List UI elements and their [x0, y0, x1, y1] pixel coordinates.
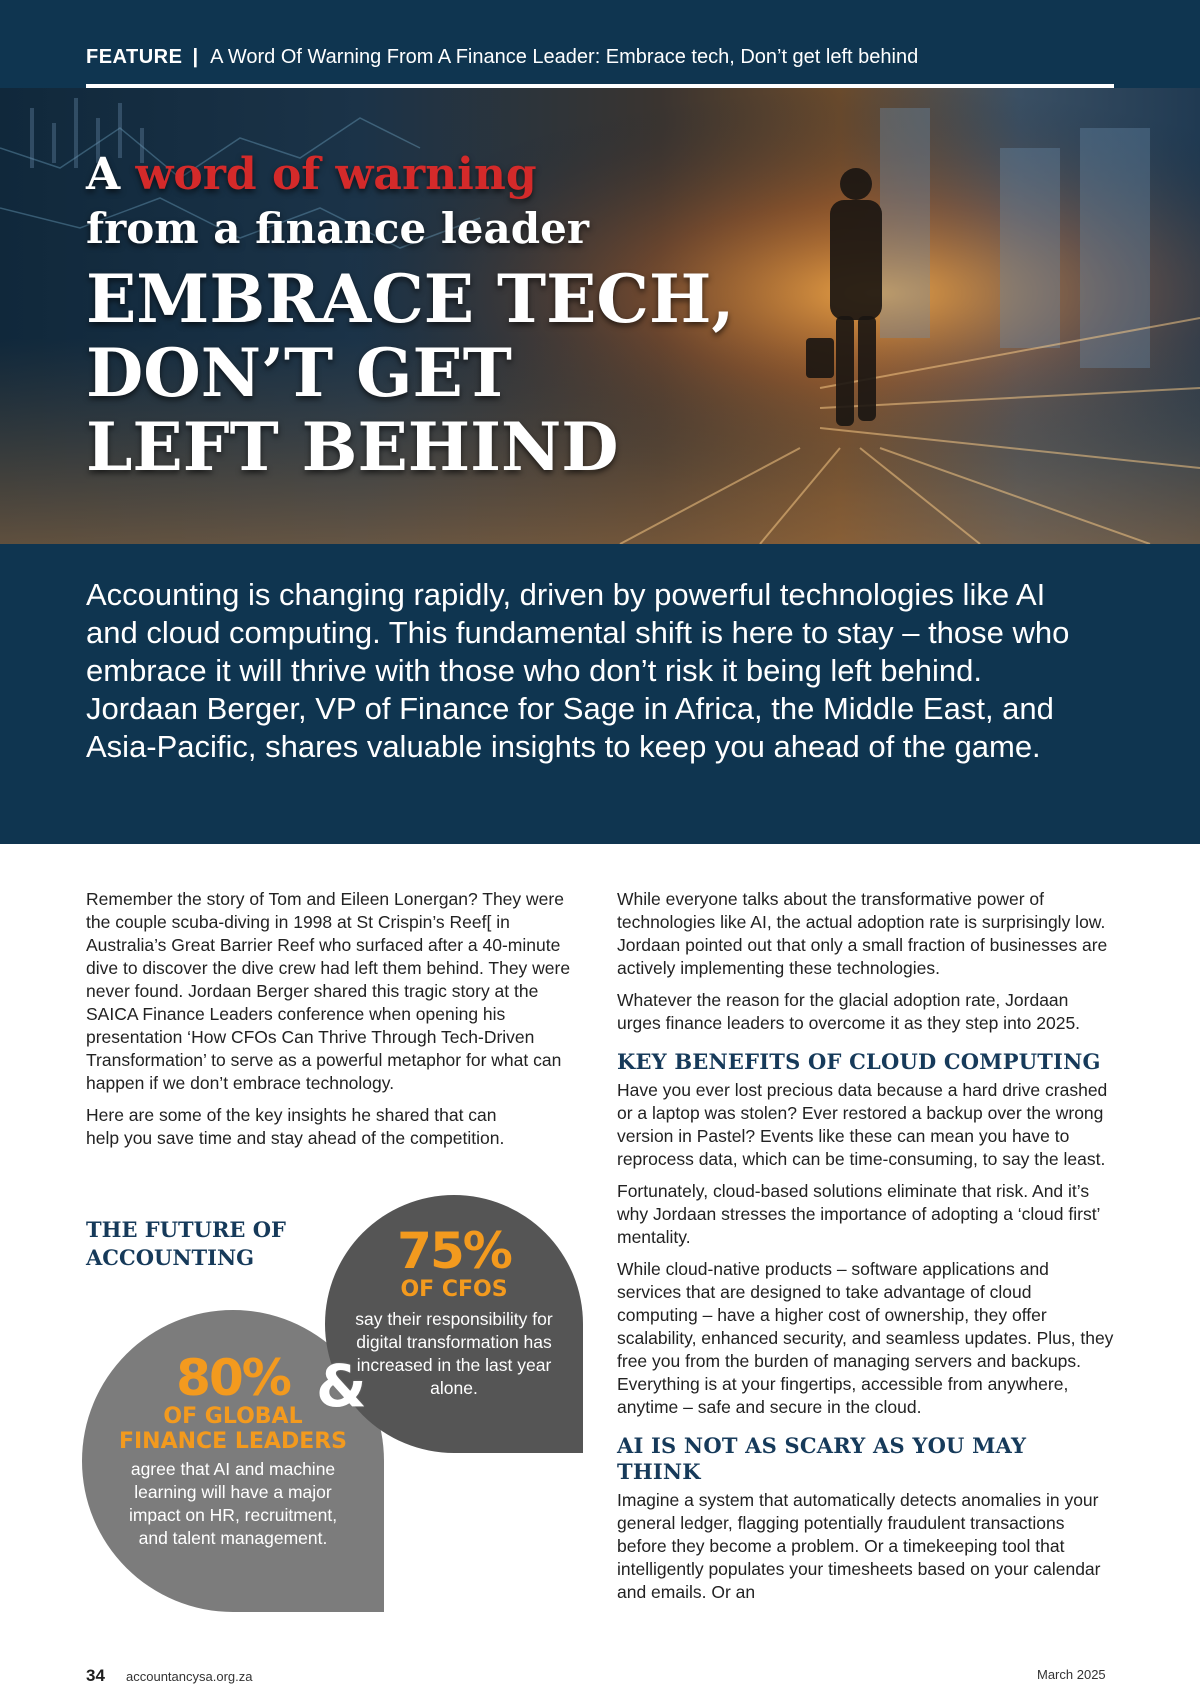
- header-separator: |: [192, 46, 199, 68]
- section-heading: AI IS NOT AS SCARY AS YOU MAY THINK: [617, 1433, 1027, 1484]
- hero-title: [86, 148, 734, 484]
- title-highlight: word of warning: [135, 149, 537, 200]
- running-header: [86, 46, 918, 69]
- headline: [86, 262, 734, 484]
- body-paragraph: While everyone talks about the transformative power of technologies like AI, the actual adoption rate is surprisingly low. Jordaan pointed out that only a small fraction of businesses are actively implementing these technologies.: [617, 889, 1108, 978]
- hero-image: [0, 88, 1200, 544]
- stat-value: 80%: [176, 1349, 290, 1407]
- ampersand: &: [316, 1352, 367, 1420]
- running-title: A Word Of Warning From A Finance Leader: Embrace tech, Don’t get left behind: [210, 46, 919, 68]
- stat-label: OF GLOBAL FINANCE LEADERS: [118, 1404, 348, 1454]
- section-heading: THE FUTURE OF ACCOUNTING: [86, 1217, 286, 1270]
- headline-line-2: DON’T GET: [86, 334, 512, 412]
- section-label: FEATURE: [86, 46, 183, 68]
- headline-line-1: EMBRACE TECH,: [86, 260, 735, 338]
- stat-value: 75%: [397, 1222, 511, 1280]
- headline-line-3: LEFT BEHIND: [86, 408, 619, 486]
- header-bar: [0, 0, 1200, 88]
- page-number: 34: [86, 1666, 105, 1685]
- stat-label: OF CFOS: [400, 1277, 508, 1302]
- hero-title-line-1: [86, 148, 734, 202]
- body-paragraph: Whatever the reason for the glacial adoption rate, Jordaan urges finance leaders to overcome it as they step into 2025.: [617, 990, 1081, 1033]
- body-paragraph: Have you ever lost precious data because a hard drive crashed or a laptop was stolen? Ever restored a backup over the wrong version in Pastel? Events like these can mean you have to reprocess data, which can be time-consuming, to say the least.: [617, 1080, 1108, 1169]
- right-column: [617, 888, 1117, 1613]
- footer-site: accountancysa.org.za: [126, 1669, 253, 1684]
- lede-block: [0, 544, 1200, 844]
- footer-date: March 2025: [1037, 1667, 1106, 1682]
- lede-text: Accounting is changing rapidly, driven by powerful technologies like AI and cloud computing. This fundamental shift is here to stay – those who embrace it will thrive with those who don’t risk it being left behind. Jordaan Berger, VP of Finance for Sage in Africa, the Middle East, and Asia-Pacific, shares valuable insights to keep you ahead of the game.: [86, 577, 1070, 764]
- body-paragraph: Remember the story of Tom and Eileen Lonergan? They were the couple scuba-diving in 1998 at St Crispin’s Reef[ in Australia’s Great Barrier Reef who surfaced after a 40-minute dive to discover the dive crew had left them behind. They were never found. Jordaan Berger shared this tragic story at the SAICA Finance Leaders conference when opening his presentation ‘How CFOs Can Thrive Through Tech-Driven Transformation’ to serve as a powerful metaphor for what can happen if we don’t embrace technology.: [86, 889, 571, 1093]
- hero-title-line-2: from a finance leader: [86, 204, 589, 253]
- body-paragraph: Fortunately, cloud-based solutions eliminate that risk. And it’s why Jordaan stresses the importance of adopting a ‘cloud first’ mentality.: [617, 1181, 1100, 1247]
- section-heading: KEY BENEFITS OF CLOUD COMPUTING: [617, 1049, 1101, 1074]
- title-prefix: A: [86, 149, 136, 200]
- body-paragraph: Imagine a system that automatically detects anomalies in your general ledger, flagging potentially fraudulent transactions before they become a problem. Or a timekeeping tool that intelligently populates your timesheets based on your calendar and emails. Or an: [617, 1490, 1101, 1602]
- stat-description: agree that AI and machine learning will have a major impact on HR, recruitment, and talent management.: [128, 1459, 338, 1548]
- body-paragraph: While cloud-native products – software applications and services that are designed to take advantage of cloud computing – have a higher cost of ownership, they offer scalability, enhanced security, and seamless updates. Plus, they free you from the burden of managing servers and backups. Everything is at your fingertips, accessible from anywhere, anytime – safe and secure in the cloud.: [617, 1259, 1114, 1417]
- body-paragraph: Here are some of the key insights he shared that can help you save time and stay ahead of the competition.: [86, 1105, 505, 1148]
- left-column: [86, 888, 586, 1159]
- stat-description: say their responsibility for digital transformation has increased in the last year alone.: [355, 1309, 553, 1398]
